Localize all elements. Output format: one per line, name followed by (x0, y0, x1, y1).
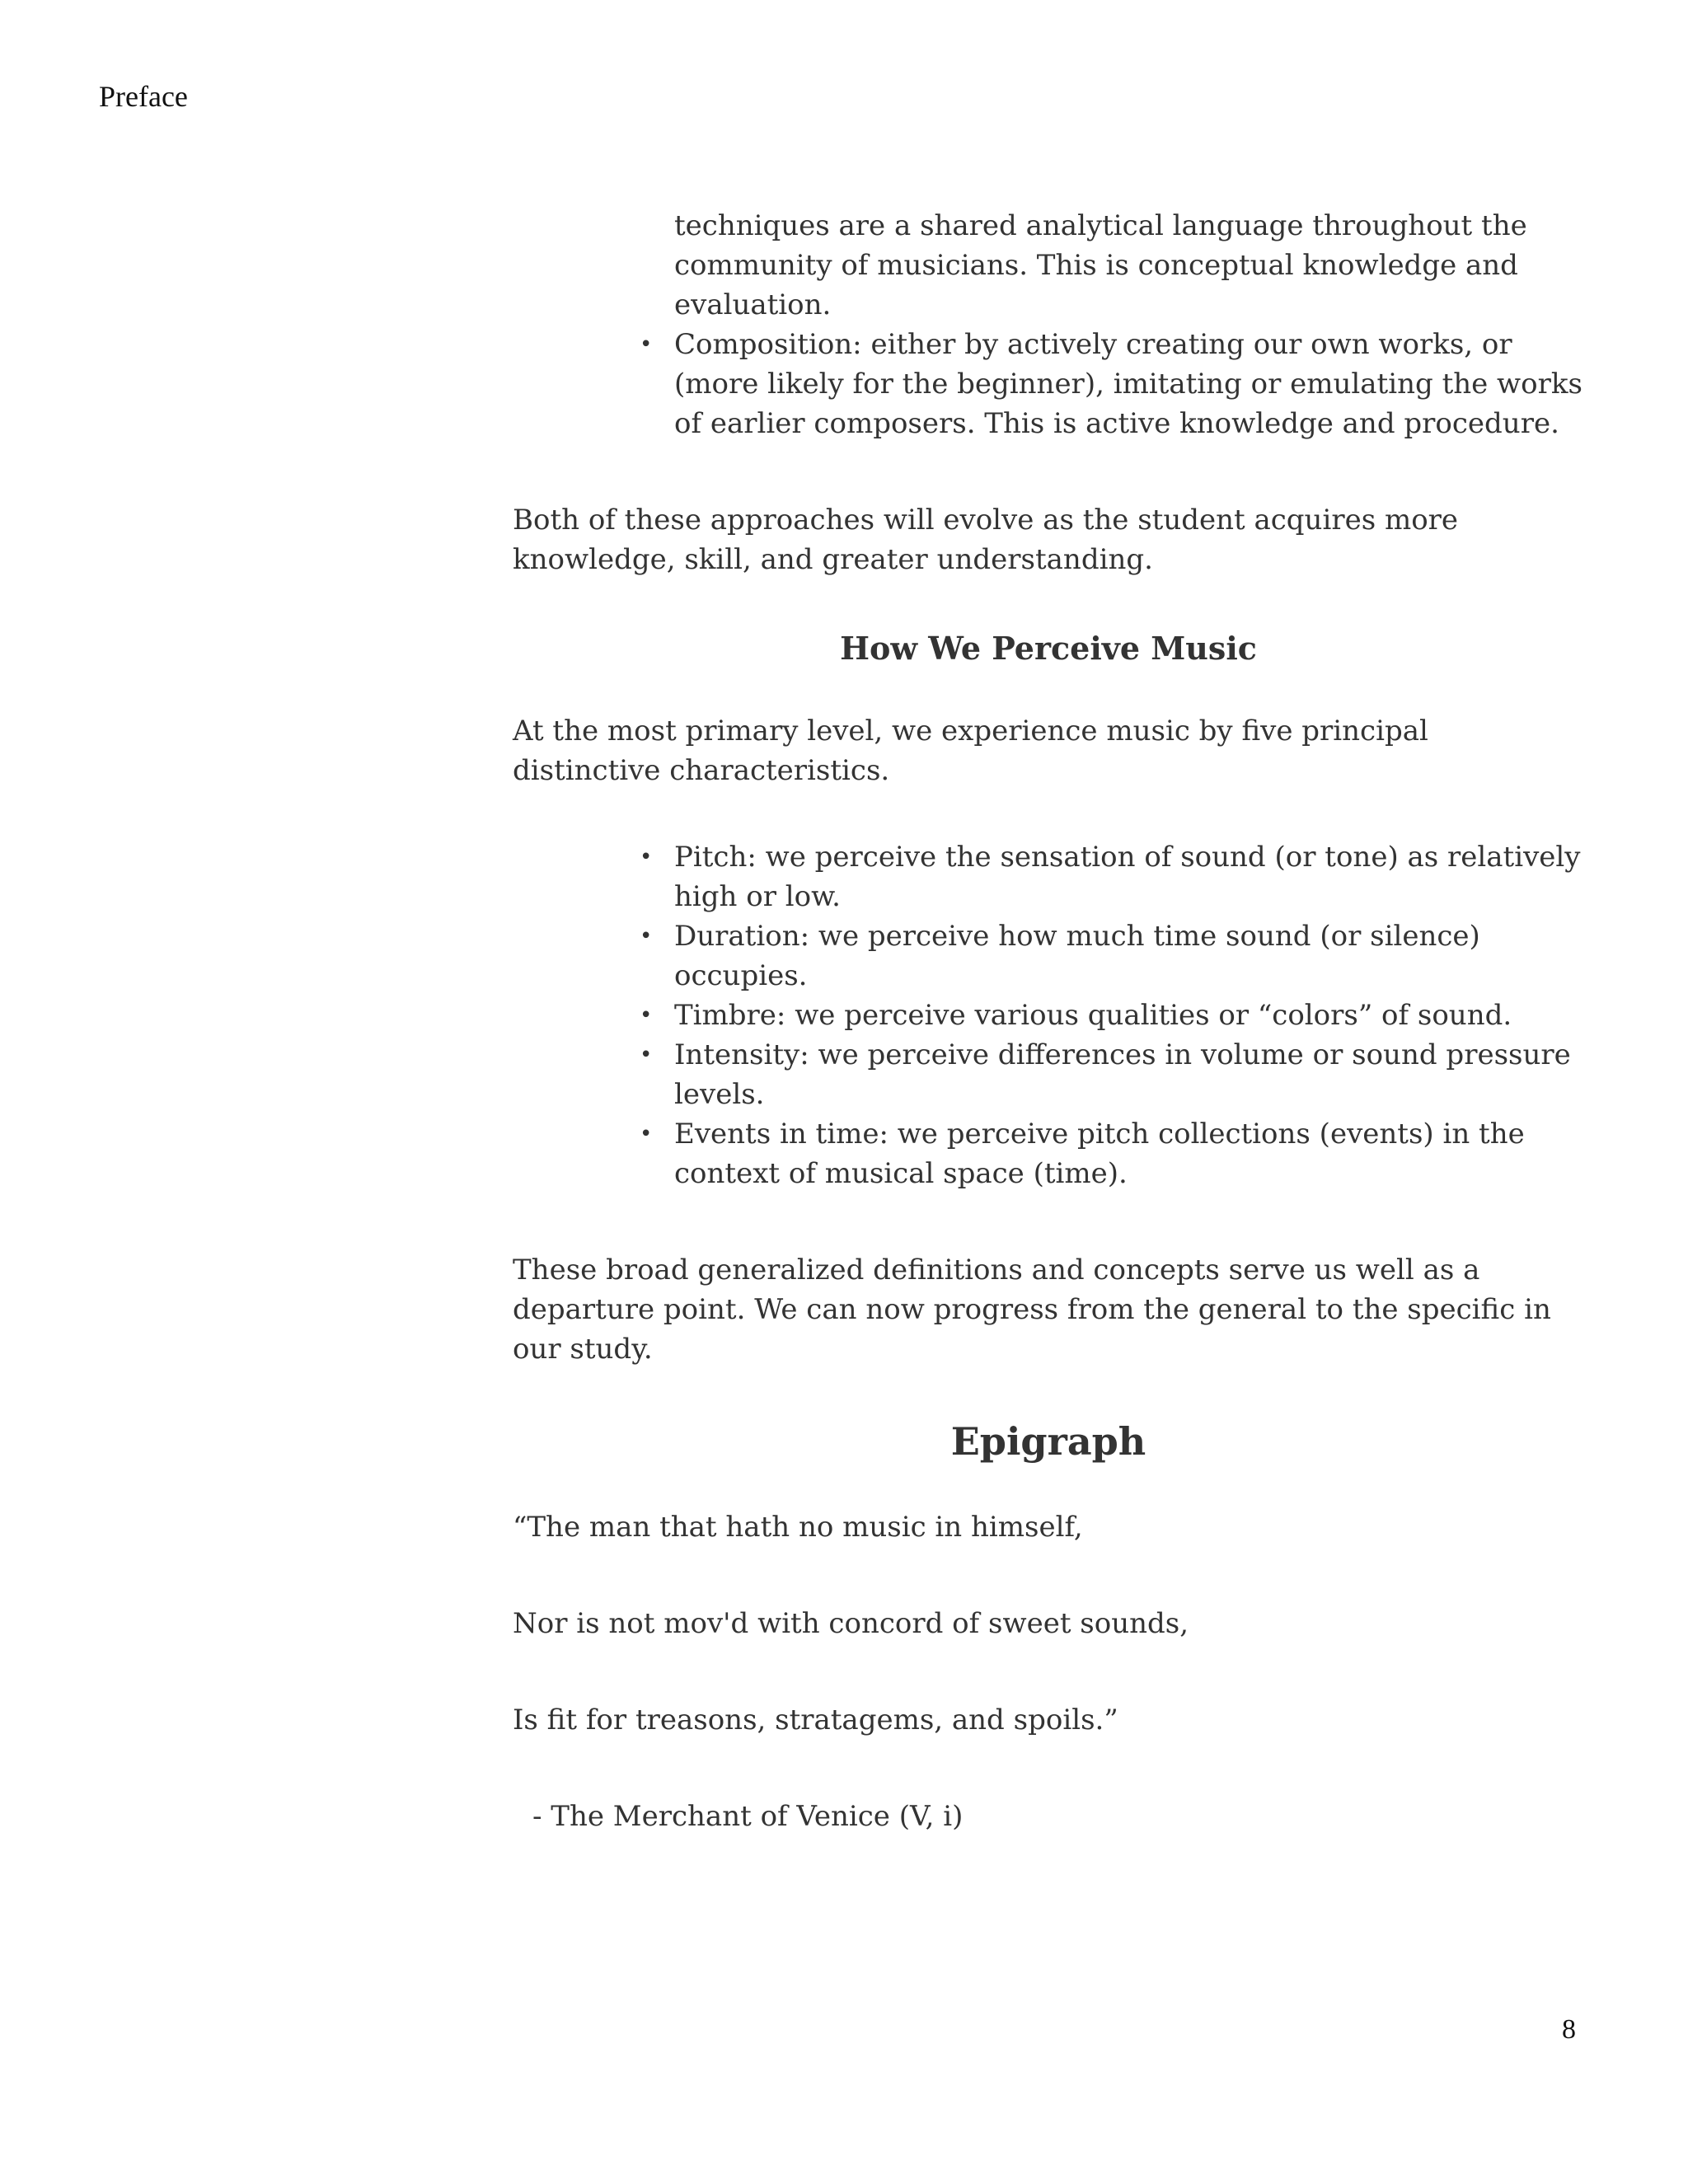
list-item-text: Pitch: we perceive the sensation of sound (or tone) as relatively high or low. (674, 841, 1581, 913)
epigraph-line: “The man that hath no music in himself, (513, 1511, 1083, 1544)
page-content (513, 206, 1584, 1836)
epigraph-attribution: - The Merchant of Venice (V, i) (532, 1800, 964, 1833)
list-item-pitch (640, 837, 1584, 916)
list-item-text: Composition: either by actively creating our own works, or (more likely for the beginner), imitating or emulating the works of earlier composers. This is active knowledge and procedure. (674, 328, 1582, 440)
list-item-timbre (640, 996, 1584, 1035)
epigraph-line: Is fit for treasons, stratagems, and spoils.” (513, 1704, 1118, 1736)
paragraph-conclusion: These broad generalized definitions and concepts serve us well as a departure point. We can now progress from the general to the specific in our study. (513, 1254, 1551, 1366)
top-bullet-list (513, 206, 1584, 443)
epigraph-line: Nor is not mov'd with concord of sweet sounds, (513, 1607, 1189, 1640)
bullet-icon: • (640, 845, 653, 869)
running-header: Preface (99, 80, 188, 113)
paragraph-intro: At the most primary level, we experience music by five principal distinctive characteristics. (513, 715, 1428, 787)
paragraph-approaches: Both of these approaches will evolve as the student acquires more knowledge, skill, and greater understanding. (513, 504, 1459, 576)
bullet-icon: • (640, 1043, 653, 1067)
bullet-icon: • (640, 924, 653, 949)
list-item-composition (640, 325, 1584, 443)
page-number: 8 (1562, 2014, 1576, 2045)
list-item-duration (640, 916, 1584, 996)
section-heading-perceive: How We Perceive Music (840, 630, 1257, 667)
epigraph-heading: Epigraph (950, 1419, 1146, 1464)
list-item-text: Duration: we perceive how much time sound (or silence) occupies. (674, 920, 1480, 992)
bullet-icon: • (640, 1003, 653, 1028)
bullet-icon: • (640, 1122, 653, 1146)
list-item-continuation: techniques are a shared analytical language throughout the community of musicians. This is conceptual knowledge and evaluation. (674, 209, 1527, 321)
list-item-text: Events in time: we perceive pitch collections (events) in the context of musical space (time). (674, 1118, 1525, 1190)
list-item-text: Timbre: we perceive various qualities or “colors” of sound. (674, 999, 1512, 1032)
list-item-events (640, 1114, 1584, 1193)
bullet-icon: • (640, 332, 653, 357)
characteristics-list (513, 837, 1584, 1193)
list-item-intensity (640, 1035, 1584, 1114)
list-item-text: Intensity: we perceive differences in volume or sound pressure levels. (674, 1038, 1571, 1111)
